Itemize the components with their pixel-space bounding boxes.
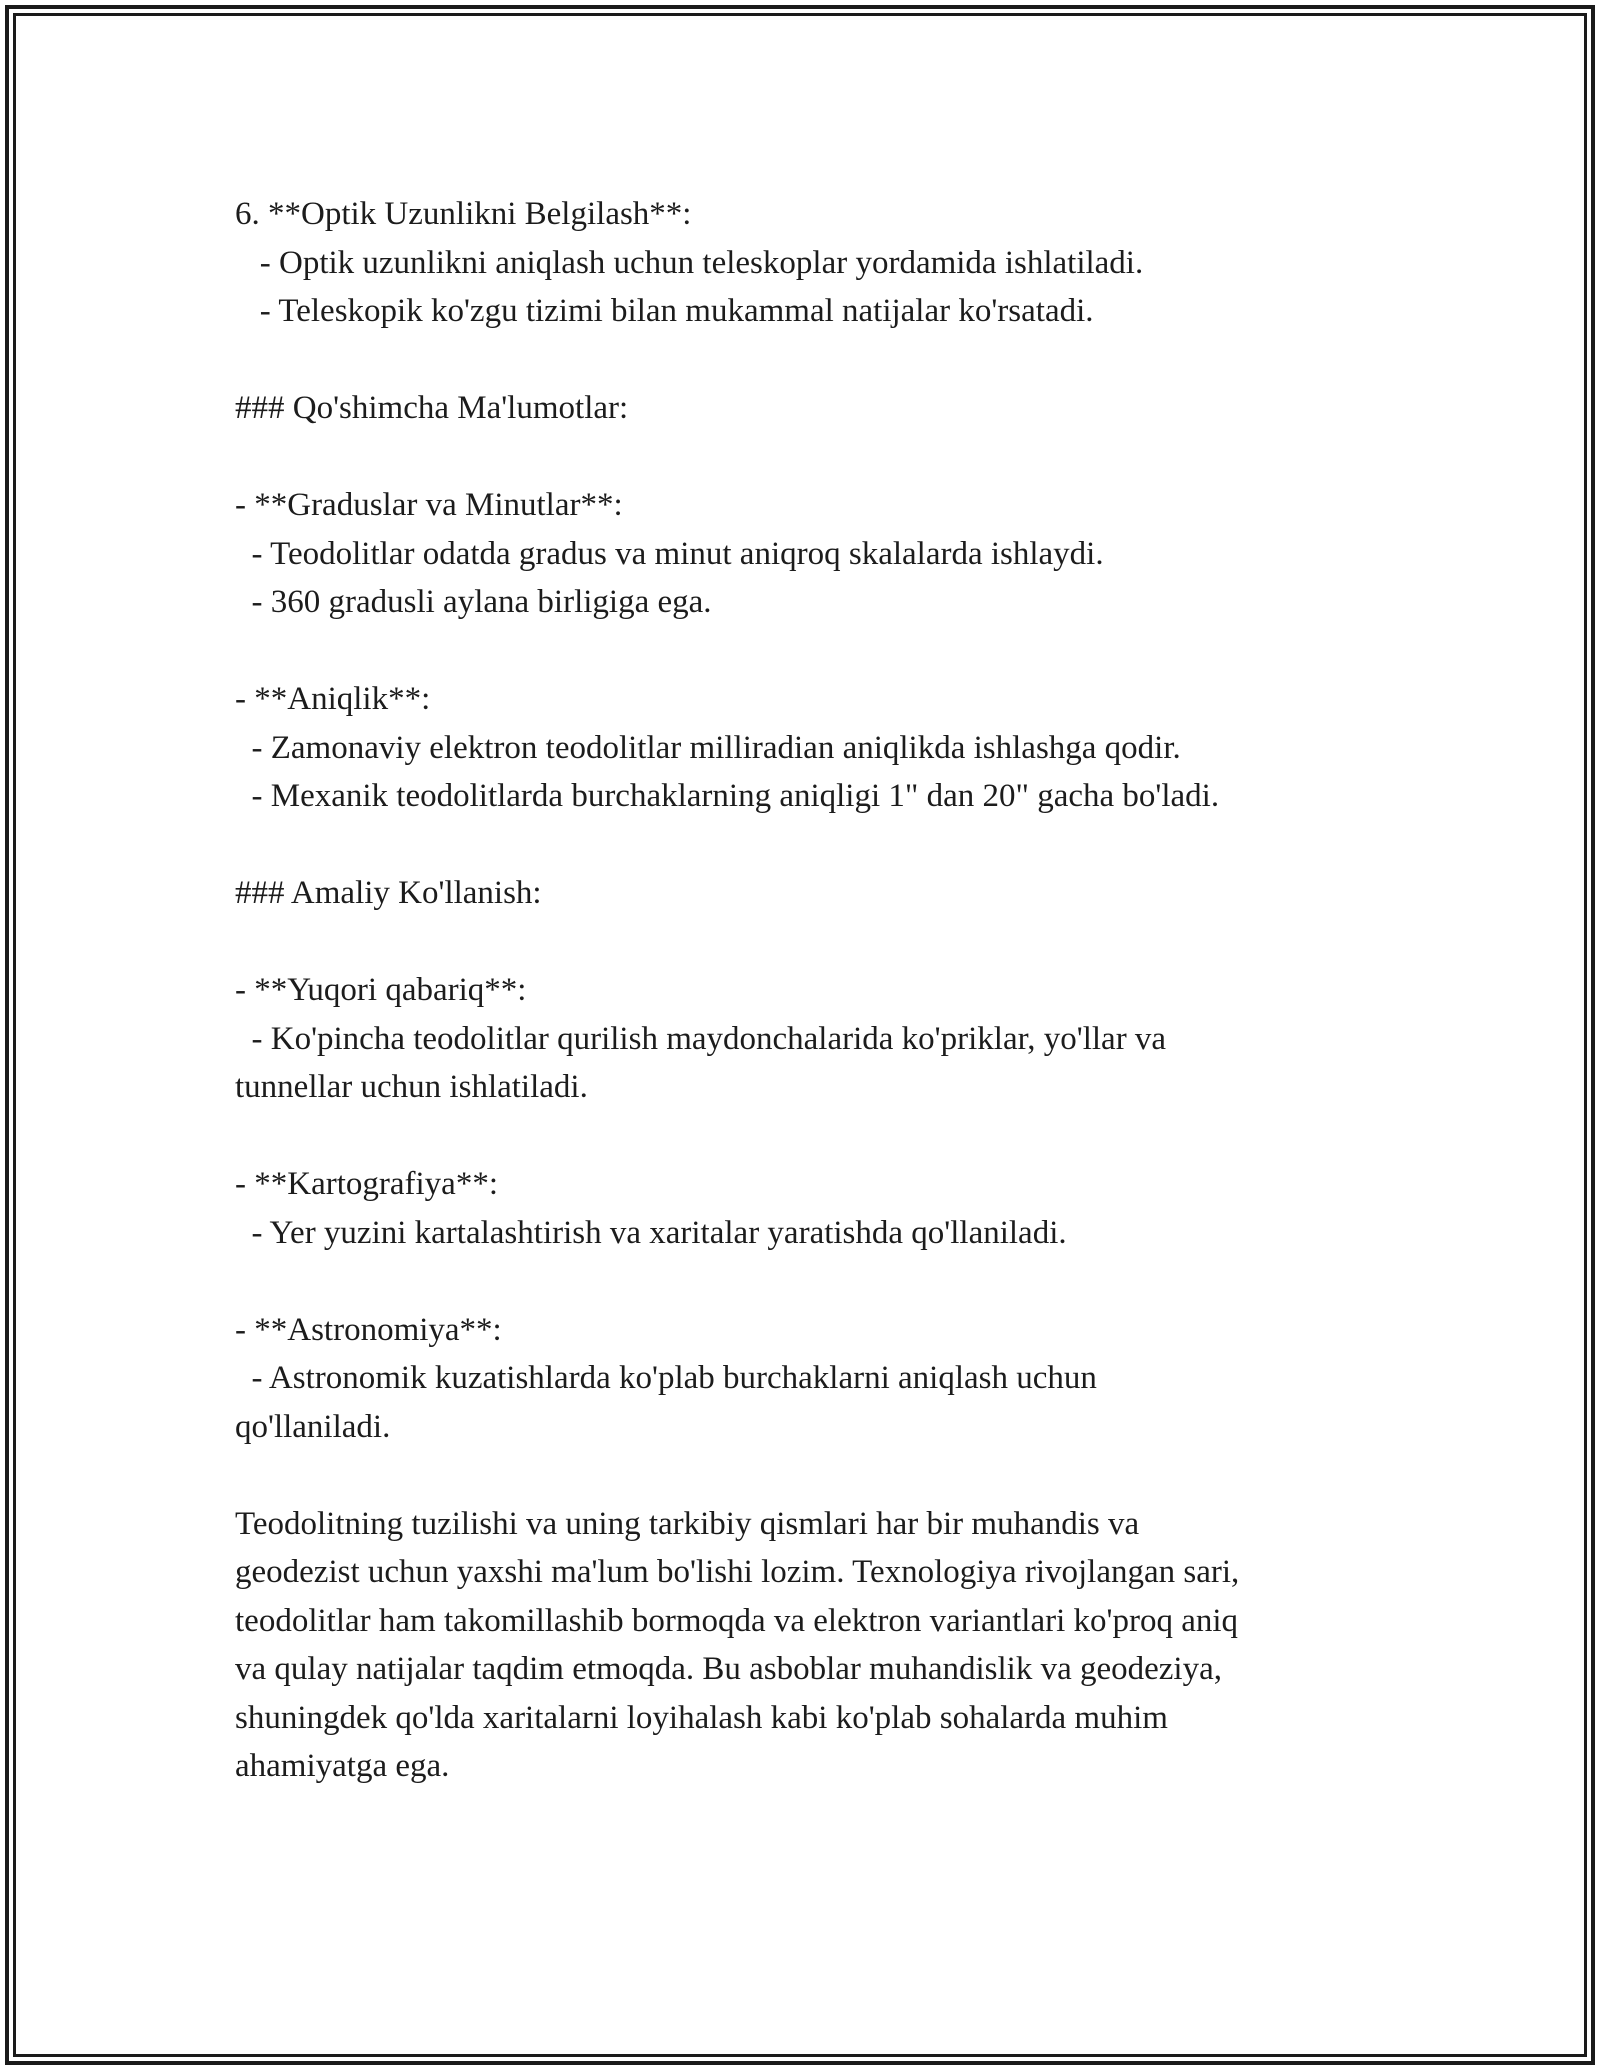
paragraph-line: teodolitlar ham takomillashib bormoqda va elektron variantlari ko'proq aniq bbox=[235, 1602, 1239, 1639]
list-item: - Ko'pincha teodolitlar qurilish maydonchalarida ko'priklar, yo'llar va bbox=[235, 1020, 1167, 1057]
spacer bbox=[235, 1451, 1375, 1500]
list-item-heading: - **Aniqlik**: bbox=[235, 681, 431, 717]
paragraph-line: Teodolitning tuzilishi va uning tarkibiy qismlari har bir muhandis va bbox=[235, 1505, 1140, 1542]
spacer bbox=[235, 821, 1375, 870]
spacer bbox=[235, 336, 1375, 385]
section-heading-qoshimcha: ### Qo'shimcha Ma'lumotlar: bbox=[235, 390, 629, 426]
spacer bbox=[235, 627, 1375, 676]
paragraph-line: va qulay natijalar taqdim etmoqda. Bu asboblar muhandislik va geodeziya, bbox=[235, 1651, 1222, 1687]
spacer bbox=[235, 1257, 1375, 1306]
list-item-continuation: tunnellar uchun ishlatiladi. bbox=[235, 1069, 588, 1105]
list-item: - Mexanik teodolitlarda burchaklarning aniqligi 1" dan 20" gacha bo'ladi. bbox=[235, 778, 1220, 814]
list-item: - Zamonaviy elektron teodolitlar milliradian aniqlikda ishlashga qodir. bbox=[235, 729, 1181, 766]
list-item: - Yer yuzini kartalashtirish va xaritalar yaratishda qo'llaniladi. bbox=[235, 1214, 1067, 1251]
list-item: - Astronomik kuzatishlarda ko'plab burchaklarni aniqlash uchun bbox=[235, 1360, 1097, 1396]
section-heading-amaliy: ### Amaliy Ko'llanish: bbox=[235, 875, 542, 911]
list-item: - 360 gradusli aylana birligiga ega. bbox=[235, 584, 712, 620]
list-item-heading: - **Yuqori qabariq**: bbox=[235, 972, 527, 1008]
list-item-heading: - **Kartografiya**: bbox=[235, 1166, 498, 1202]
spacer bbox=[235, 918, 1375, 967]
list-item: - Optik uzunlikni aniqlash uchun teleskoplar yordamida ishlatiladi. bbox=[235, 244, 1144, 281]
spacer bbox=[235, 1112, 1375, 1161]
document-body bbox=[235, 190, 1375, 1791]
list-item-continuation: qo'llaniladi. bbox=[235, 1408, 391, 1445]
paragraph-line: ahamiyatga ega. bbox=[235, 1748, 450, 1784]
spacer bbox=[235, 433, 1375, 482]
list-item: - Teodolitlar odatda gradus va minut aniqroq skalalarda ishlaydi. bbox=[235, 535, 1104, 572]
list-item-heading: - **Astronomiya**: bbox=[235, 1311, 502, 1348]
list-item: - Teleskopik ko'zgu tizimi bilan mukammal natijalar ko'rsatadi. bbox=[235, 293, 1094, 329]
section-heading-optik: 6. **Optik Uzunlikni Belgilash**: bbox=[235, 196, 692, 232]
paragraph-line: shuningdek qo'lda xaritalarni loyihalash kabi ko'plab sohalarda muhim bbox=[235, 1699, 1168, 1736]
paragraph-line: geodezist uchun yaxshi ma'lum bo'lishi lozim. Texnologiya rivojlangan sari, bbox=[235, 1554, 1240, 1590]
list-item-heading: - **Graduslar va Minutlar**: bbox=[235, 487, 623, 523]
